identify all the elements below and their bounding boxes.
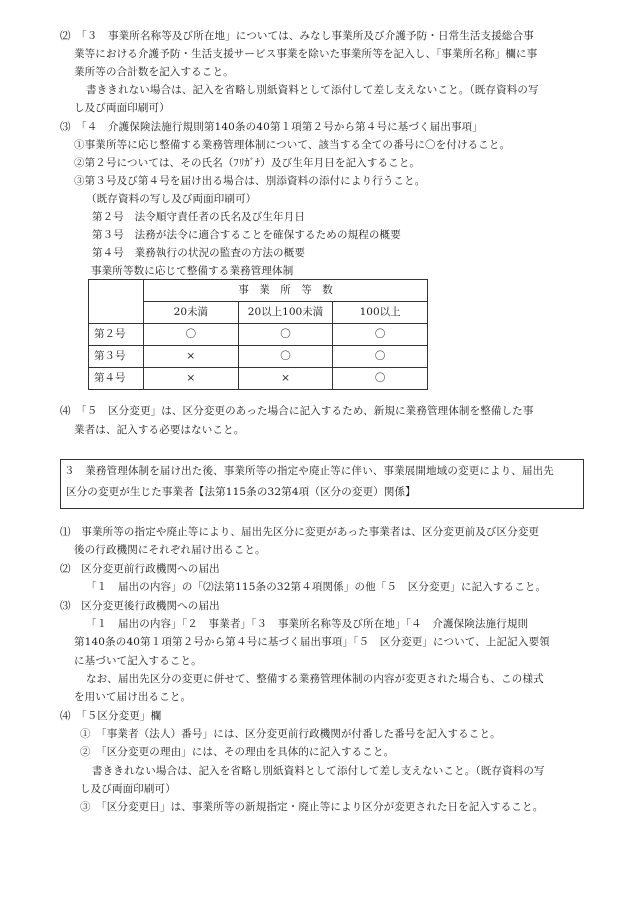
section3-no2: 第２号 法令順守責任者の氏名及び生年月日 (92, 211, 305, 223)
section3-item2: ②第２号については、その氏名（ﾌﾘｶﾞﾅ）及び生年月日を記入すること。 (74, 157, 421, 169)
part3-p1-line2: 後の行政機関にそれぞれ届け出ること。 (74, 544, 266, 556)
table-col-header: 20以上100未満 (238, 302, 333, 324)
part3-p3-line5: を用いて届け出ること。 (74, 691, 192, 703)
section3-no4: 第４号 業務執行の状況の監査の方法の概要 (92, 247, 305, 259)
part3-p3-heading: ⑶ 区分変更後行政機関への届出 (60, 600, 220, 612)
part3-p4-item1: ① 「事業者（法人）番号」には、区分変更前行政機関が付番した番号を記入すること。 (80, 728, 501, 740)
section2-line3: 業所等の合計数を記入すること。 (74, 66, 234, 78)
table-row (89, 346, 428, 368)
table-col-header: 20未満 (144, 302, 239, 324)
section3-item3: ③第３号及び第４号を届け出る場合は、別添資料の添付により行うこと。 (74, 175, 426, 187)
table-row-label: 第３号 (89, 346, 144, 368)
part3-p3-line4: なお、届出先区分の変更に併せて、整備する業務管理体制の内容が変更された場合も、この様式 (86, 673, 544, 685)
table-cell: 〇 (144, 324, 239, 346)
part3-p4-item3: ③ 「区分変更日」は、事業所等の新規指定・廃止等により区分が変更された日を記入すること。 (80, 801, 544, 813)
part3-p4-item2-line2: 書ききれない場合は、記入を省略し別紙資料として添付して差し支えないこと。（既存資料の写 (92, 765, 545, 777)
table-cell: 〇 (238, 324, 333, 346)
part3-p3-line2: 第140条の40第１項第２号から第４号に基づく届出事項」「５ 区分変更」について、上記記入要領 (74, 636, 550, 648)
table-cell: × (144, 346, 239, 368)
part3-p3-line3: に基づいて記入すること。 (74, 655, 202, 667)
section4-line2: 業者は、記入する必要はないこと。 (74, 424, 245, 436)
part3-p2-line1: 「１ 届出の内容」の「⑵法第115条の32第４項関係」の他「５ 区分変更」に記入すること。 (86, 581, 547, 593)
section2-line2: 業等における介護予防・生活支援サービス事業を除いた事業所等を記入し、「事業所名称」欄に事 (74, 48, 538, 60)
section3-heading: ⑶ 「４ 介護保険法施行規則第140条の40第１項第２号から第４号に基づく届出事項」 (60, 121, 483, 133)
table-cell: 〇 (333, 368, 428, 390)
table-cell: × (238, 368, 333, 390)
table-caption: 事業所等数に応じて整備する業務管理体制 (91, 265, 294, 277)
section2-line1: ⑵ 「３ 事業所名称等及び所在地」については、みなし事業所及び介護予防・日常生活支援総合事 (60, 30, 534, 42)
table-row-label: 第２号 (89, 324, 144, 346)
table-row (89, 368, 428, 390)
table-cell: 〇 (333, 324, 428, 346)
part3-p3-line1: 「１ 届出の内容」「２ 事業者」「３ 事業所名称等及び所在地」「４ 介護保険法施行規則 (86, 618, 529, 630)
section3-note: （既存資料の写し及び両面印刷可） (86, 193, 257, 205)
section3-no3: 第３号 法務が法令に適合することを確保するための規程の概要 (92, 229, 401, 241)
table-row (89, 324, 428, 346)
table-cell: × (144, 368, 239, 390)
part3-p1-line1: ⑴ 事業所等の指定や廃止等により、届出先区分に変更があった事業者は、区分変更前及び区分変更 (60, 526, 540, 538)
part3-p4-item2-line3: し及び両面印刷可） (80, 783, 176, 795)
boxed-heading-line1: ３ 業務管理体制を届け出た後、事業所等の指定や廃止等に伴い、事業展開地域の変更により、届出先 (64, 465, 554, 477)
part3-p4-heading: ⑷ 「５区分変更」欄 (60, 710, 162, 722)
table-group-header: 事 業 所 等 数 (144, 280, 428, 302)
section4-line1: ⑷ 「５ 区分変更」は、区分変更のあった場合に記入するため、新規に業務管理体制を整備した事 (60, 405, 534, 417)
section2-line4: 書ききれない場合は、記入を省略し別紙資料として添付して差し支えないこと。（既存資料の写 (86, 84, 539, 96)
table-cell: 〇 (238, 346, 333, 368)
table-header-row (89, 280, 428, 302)
table-col-header: 100以上 (333, 302, 428, 324)
section2-line5: し及び両面印刷可） (74, 102, 170, 114)
part3-p2-heading: ⑵ 区分変更前行政機関への届出 (60, 563, 220, 575)
table-row-label: 第４号 (89, 368, 144, 390)
table-cell: 〇 (333, 346, 428, 368)
boxed-heading-line2: 区分の変更が生じた事業者【法第115条の32第4項（区分の変更）関係】 (66, 486, 416, 498)
section3-item1: ①事業所等に応じ整備する業務管理体制について、該当する全ての番号に〇を付けること。 (74, 139, 511, 151)
management-table (88, 279, 428, 390)
part3-p4-item2: ② 「区分変更の理由」には、その理由を具体的に記入すること。 (80, 746, 395, 758)
table-corner-cell (89, 280, 144, 324)
